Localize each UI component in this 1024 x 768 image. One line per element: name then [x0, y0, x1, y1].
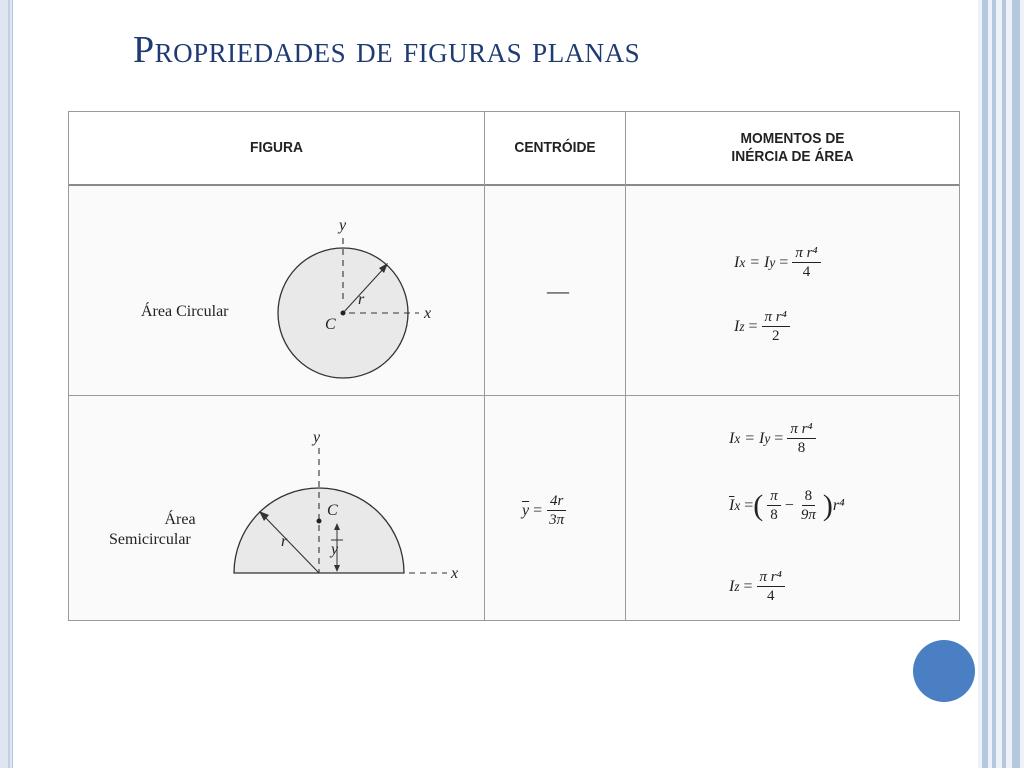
- formula-semicircular-iz: I z = $\frac{\text{π r⁴}}{4}$: [729, 568, 789, 605]
- circular-area-diagram: [269, 208, 459, 398]
- y-axis-label: y: [339, 217, 347, 234]
- x-axis-label: x: [424, 305, 432, 322]
- y-axis-label: y: [313, 429, 321, 446]
- header-figure: FIGURA: [250, 139, 303, 156]
- row-divider: [69, 395, 959, 396]
- figure-label-circular: Área Circular: [141, 303, 229, 320]
- column-divider: [625, 112, 626, 620]
- centroid-semicircular: $\overline{y}$ = $\frac{4r}{3\pi}$: [522, 492, 571, 529]
- left-frame-border: [0, 0, 13, 768]
- ybar-label: y: [331, 541, 339, 558]
- right-frame-border: [978, 0, 1024, 768]
- centroid-point: [317, 519, 322, 524]
- header-centroid: CENTRÓIDE: [514, 139, 596, 156]
- figure-label-semicircular-line1: Área: [164, 511, 196, 528]
- formula-circular-ix-iy: I x = I y = $\frac{\text{π r⁴}}{4}$: [734, 244, 825, 281]
- formula-semicircular-ix-iy: I x = I y = $\frac{\text{π r⁴}}{8}$: [729, 420, 820, 457]
- semicircular-area-diagram: [219, 428, 479, 578]
- x-axis-label: x: [451, 565, 459, 578]
- figure-label-semicircular-line2: Semicircular: [109, 531, 191, 548]
- radius-label: r: [358, 291, 365, 308]
- radius-label: r: [281, 533, 288, 550]
- accent-dot: [913, 640, 975, 702]
- formula-circular-iz: I z = $\frac{\text{π r⁴}}{2}$: [734, 308, 794, 345]
- centroid-circular: —: [547, 278, 569, 303]
- center-label: C: [327, 502, 338, 519]
- centroid-point: [341, 311, 346, 316]
- header-moments-line2: INÉRCIA DE ÁREA: [731, 148, 854, 165]
- properties-table: [68, 111, 960, 621]
- column-divider: [484, 112, 485, 620]
- header-moments-line1: MOMENTOS DE: [740, 130, 845, 147]
- formula-semicircular-ix-bar: $\overline{I}$ x = ( $\frac{\pi}{8}$ − $\frac{8}{9\pi}$ ) r⁴: [729, 488, 845, 523]
- header-moments: [639, 112, 945, 184]
- center-label: C: [325, 316, 336, 333]
- slide-title: Propriedades de figuras planas: [133, 29, 641, 71]
